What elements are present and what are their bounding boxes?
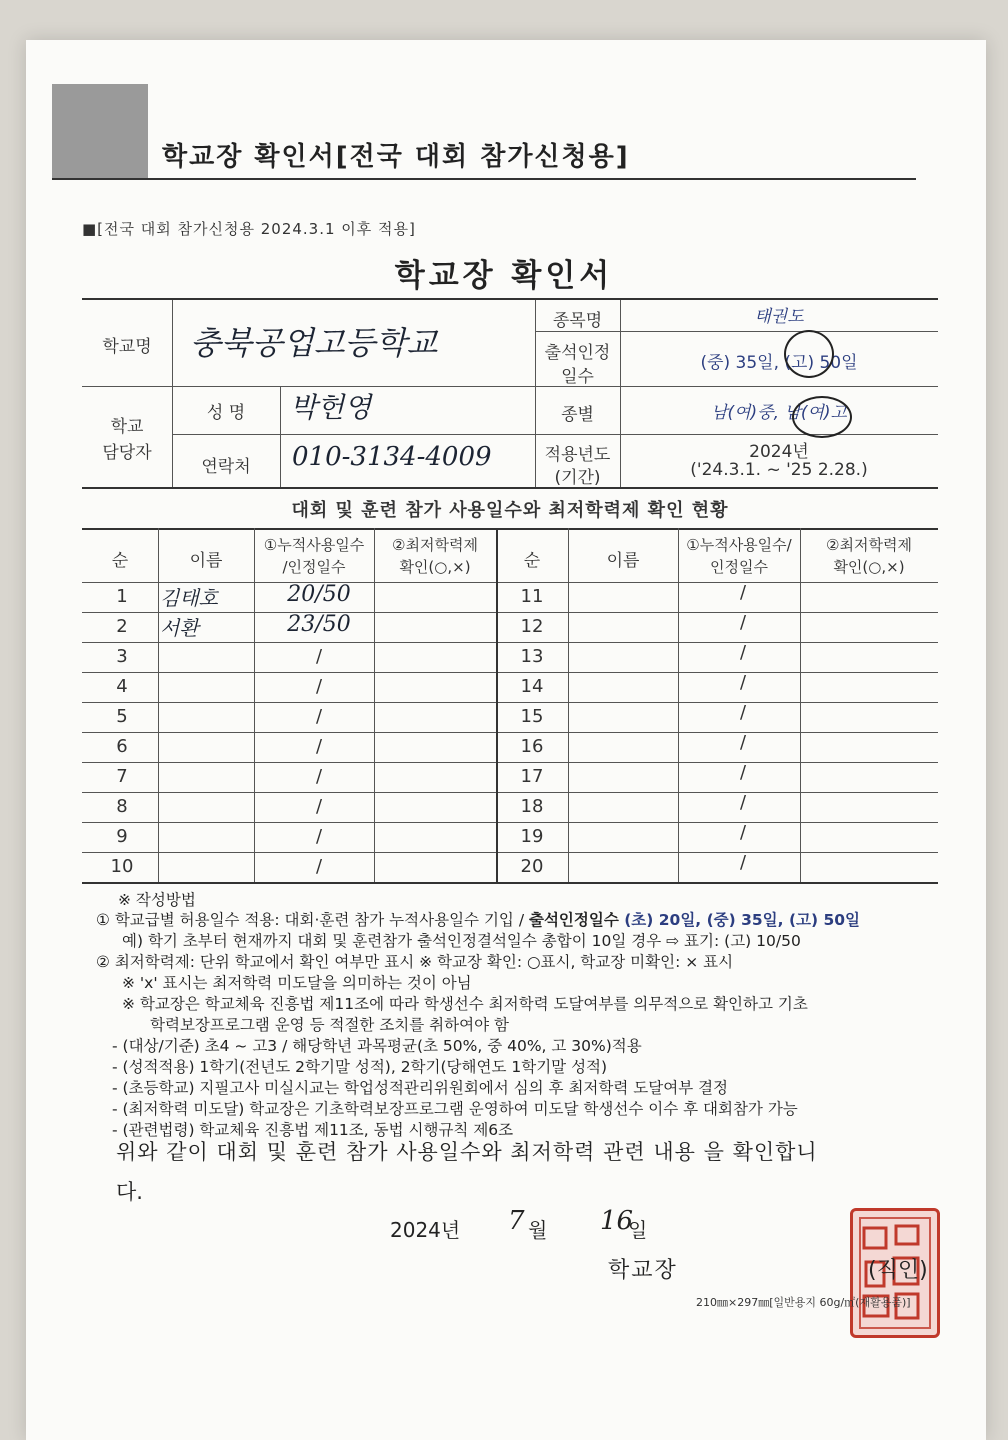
info-hline-sport [535,331,938,332]
col-header-min-right-2: 확인(○,×) [833,558,905,576]
instructions-line-4: ※ 'x' 표시는 최저학력 미도달을 의미하는 것이 아님 [122,974,472,992]
instructions-line-9: - (초등학교) 지필고사 미실시교는 학업성적관리위원회에서 심의 후 최저학력 도달여부 결정 [112,1079,729,1097]
gender-circle-mark [792,396,852,438]
table-row-number: 1 [116,586,128,607]
year-label-1: 적용년도 [544,445,611,465]
table-row-days: / [739,672,747,693]
staff-label-1: 학교 [110,417,144,437]
table-row-days: / [315,646,323,667]
ptable-col-divider [158,528,159,882]
ptable-row-divider [82,702,938,703]
gender-label: 종별 [561,405,594,425]
section-title: 대회 및 훈련 참가 사용일수와 최저학력제 확인 현황 [291,500,729,521]
seal-label: (직인) [868,1258,928,1283]
table-row-number: 15 [520,706,544,727]
col-header-days-left-1: ①누적사용일수 [263,536,365,554]
table-row-days: / [739,702,747,723]
instructions-line-8: - (성적적용) 1학기(전년도 2학기말 성적), 2학기(당해연도 1학기말 성적) [112,1058,608,1076]
info-vline-2 [280,386,281,487]
attendance-circle-mark [784,330,834,378]
table-row-number: 17 [520,766,544,787]
instructions-line-11: - (관련법령) 학교체육 진흥법 제11조, 동법 시행규칙 제6조 [112,1121,514,1139]
instructions-line-1a: ① 학교급별 허용일수 적용: 대회·훈련 참가 누적사용일수 기입 / [96,911,529,929]
table-row-days: / [315,796,323,817]
table-row-days: / [739,762,747,783]
table-row-days: / [315,766,323,787]
ptable-row-divider [82,642,938,643]
ptable-col-divider [496,528,498,882]
table-row-days: 23/50 [287,612,351,637]
col-header-no-left: 순 [111,551,129,571]
confirmation-text-2: 다. [116,1180,143,1204]
col-header-name-right: 이름 [606,551,640,571]
table-row-number: 7 [116,766,128,787]
col-header-days-right-2: 인정일수 [710,558,768,576]
table-row-days: / [315,706,323,727]
ptable-col-divider [568,528,569,882]
table-row-name: 김태호 [160,586,218,610]
instructions-line-1c: (초) 20일, (중) 35일, (고) 50일 [618,911,861,929]
name-label: 성 명 [206,403,246,423]
instructions-line-2: 예) 학기 초부터 현재까지 대회 및 훈련참가 출석인정결석일수 총합이 10일 경우 ⇨ 표기: (고) 10/50 [122,932,801,950]
table-row-number: 16 [520,736,544,757]
table-row-number: 14 [520,676,544,697]
contact-value: 010-3134-4009 [292,442,492,472]
instructions-line-6: 학력보장프로그램 운영 등 적절한 조치를 취하여야 함 [150,1016,509,1034]
col-header-min-left-2: 확인(○,×) [399,558,471,576]
table-row-number: 20 [520,856,544,877]
attendance-value: (중) 35일, (고) 50일 [700,353,858,373]
instructions-line-5: ※ 학교장은 학교체육 진흥법 제11조에 따라 학생선수 최저학력 도달여부를 의무적으로 확인하고 기초 [122,995,808,1013]
date-month-label: 월 [528,1218,548,1242]
paper-spec-footer: 210㎜×297㎜[일반용지 60g/㎡(재활용품)] [696,1296,911,1309]
confirmation-text-1: 위와 같이 대회 및 훈련 참가 사용일수와 최저학력 관련 내용 을 확인합니 [116,1140,818,1164]
header-title: 학교장 확인서[전국 대회 참가신청용] [162,142,630,172]
ptable-top-border [82,528,938,530]
table-row-days: / [739,732,747,753]
header-bar [52,84,916,180]
sport-value: 태권도 [754,307,804,327]
table-row-days: / [739,582,747,603]
instructions-line-3: ② 최저학력제: 단위 학교에서 확인 여부만 표시 ※ 학교장 확인: ○표시, 학교장 미확인: × 표시 [96,953,734,971]
date-day-value: 16 [600,1206,634,1236]
col-header-days-left-2: /인정일수 [282,558,346,576]
applicability-note: ■[전국 대회 참가신청용 2024.3.1 이후 적용] [82,220,416,238]
table-row-days: / [315,736,323,757]
name-value: 박헌영 [290,391,372,424]
ptable-row-divider [82,822,938,823]
contact-label: 연락처 [201,457,251,477]
sport-label: 종목명 [552,311,603,331]
table-row-number: 6 [116,736,128,757]
table-row-number: 9 [116,826,128,847]
ptable-row-divider [82,672,938,673]
ptable-row-divider [82,792,938,793]
table-row-number: 19 [520,826,544,847]
col-header-min-left-1: ②최저학력제 [392,536,478,554]
ptable-row-divider [82,762,938,763]
table-row-number: 4 [116,676,128,697]
table-row-number: 18 [520,796,544,817]
staff-label-2: 담당자 [102,443,152,463]
date-day-label: 일 [628,1218,648,1242]
info-table-top-border [82,298,938,300]
col-header-days-right-1: ①누적사용일수/ [686,536,792,554]
ptable-bottom-border [82,882,938,884]
instructions-line-10: - (최저학력 미도달) 학교장은 기초학력보장프로그램 운영하여 미도달 학생선수 이수 후 대회참가 가능 [112,1100,798,1118]
table-row-days: / [739,822,747,843]
table-row-number: 3 [116,646,128,667]
year-label-2: (기간) [554,468,601,488]
col-header-min-right-1: ②최저학력제 [826,536,912,554]
table-row-days: 20/50 [287,582,351,607]
info-table-bottom-border [82,487,938,489]
gender-value: 남(여)중, 남(여)고 [711,403,847,423]
table-row-number: 5 [116,706,128,727]
year-value-2: ('24.3.1. ~ '25 2.28.) [690,460,868,480]
school-value: 충북공업고등학교 [190,324,438,362]
table-row-number: 12 [520,616,544,637]
ptable-row-divider [82,852,938,853]
table-row-days: / [315,856,323,877]
table-row-number: 2 [116,616,128,637]
school-label: 학교명 [102,337,152,357]
attendance-label-1: 출석인정 [544,343,611,363]
principal-title: 학교장 [608,1258,678,1283]
table-row-number: 11 [520,586,544,607]
table-row-days: / [739,792,747,813]
table-row-number: 8 [116,796,128,817]
attendance-label-2: 일수 [561,367,594,387]
year-value-1: 2024년 [749,442,809,462]
col-header-no-right: 순 [523,551,541,571]
table-row-name: 서환 [160,616,199,640]
ptable-row-divider [82,732,938,733]
date-year: 2024년 [390,1218,461,1242]
date-month-value: 7 [508,1206,525,1236]
instructions-line-1 [96,908,860,930]
instructions-heading: ※ 작성방법 [118,891,196,909]
table-row-days: / [315,676,323,697]
table-row-number: 10 [110,856,134,877]
main-title: 학교장 확인서 [394,258,614,294]
col-header-name-left: 이름 [189,551,223,571]
instructions-line-1b: 출석인정일수 [528,911,619,929]
table-row-number: 13 [520,646,544,667]
table-row-days: / [315,826,323,847]
instructions-line-7: - (대상/기준) 초4 ~ 고3 / 해당학년 과목평균(초 50%, 중 40%, 고 30%)적용 [112,1037,642,1055]
table-row-days: / [739,612,747,633]
table-row-days: / [739,642,747,663]
table-row-days: / [739,852,747,873]
header-gray-block [52,84,148,178]
